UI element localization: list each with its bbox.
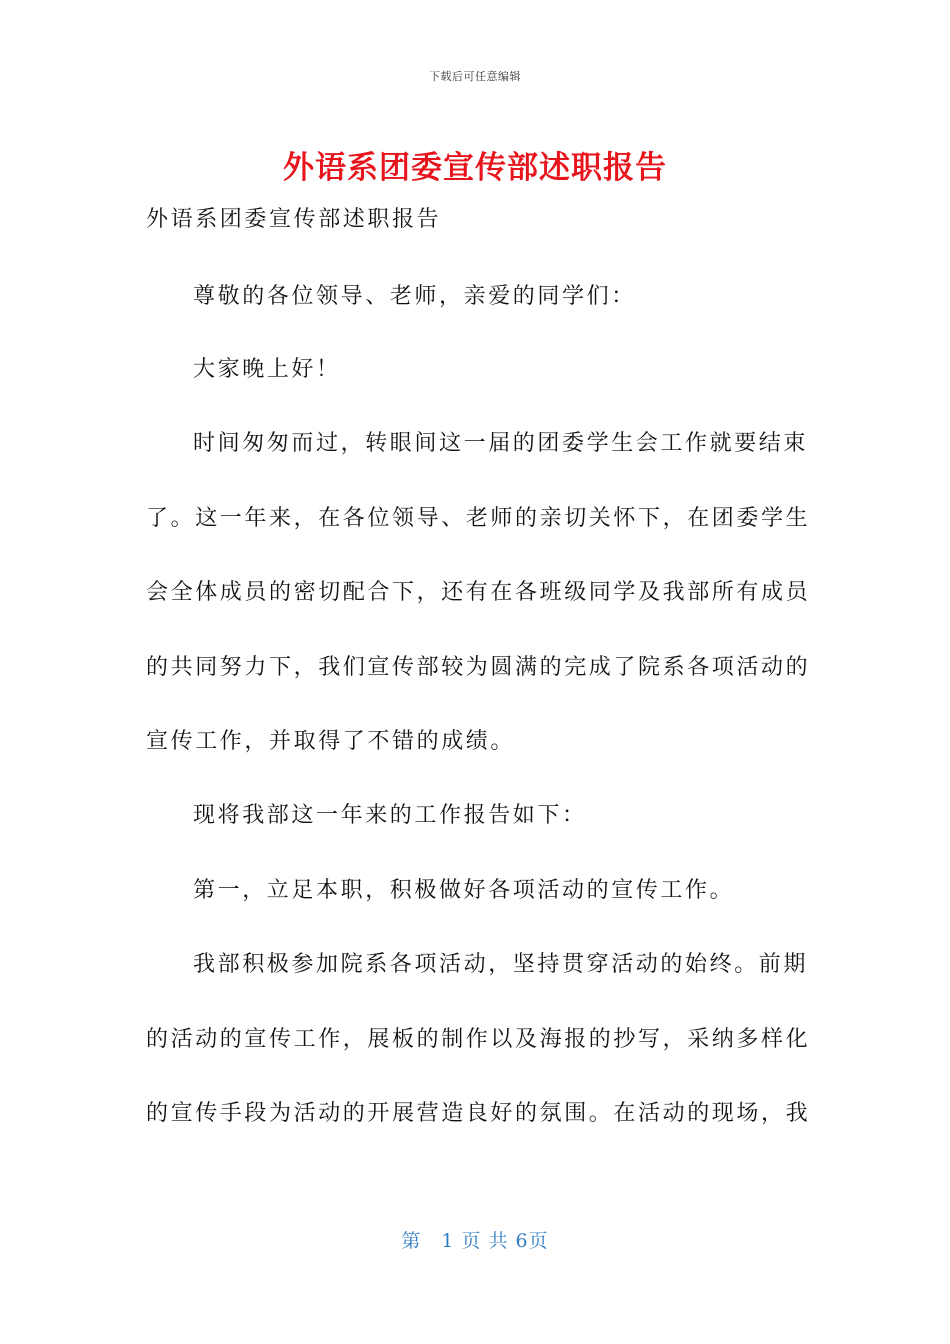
paragraph-line: 了。这一年来，在各位领导、老师的亲切关怀下，在团委学生 bbox=[146, 506, 811, 531]
subtitle-line: 外语系团委宣传部述职报告 bbox=[146, 207, 442, 232]
paragraph-line: 的宣传手段为活动的开展营造良好的氛围。在活动的现场，我 bbox=[146, 1101, 811, 1126]
paragraph-line: 的共同努力下，我们宣传部较为圆满的完成了院系各项活动的 bbox=[146, 655, 811, 680]
salutation-line: 尊敬的各位领导、老师，亲爱的同学们： bbox=[193, 284, 636, 309]
paragraph-line: 我部积极参加院系各项活动，坚持贯穿活动的始终。前期 bbox=[193, 952, 809, 977]
header-note: 下载后可任意编辑 bbox=[429, 70, 521, 83]
document-title: 外语系团委宣传部述职报告 bbox=[283, 150, 667, 186]
paragraph-line: 现将我部这一年来的工作报告如下： bbox=[193, 803, 587, 828]
section-heading-line: 第一，立足本职，积极做好各项活动的宣传工作。 bbox=[193, 878, 735, 903]
paragraph-line: 宣传工作，并取得了不错的成绩。 bbox=[146, 729, 516, 754]
page-number-footer: 第 1 页 共 6页 bbox=[401, 1230, 549, 1252]
paragraph-line: 时间匆匆而过，转眼间这一届的团委学生会工作就要结束 bbox=[193, 431, 809, 456]
paragraph-line: 会全体成员的密切配合下，还有在各班级同学及我部所有成员 bbox=[146, 580, 811, 605]
paragraph-line: 的活动的宣传工作，展板的制作以及海报的抄写，采纳多样化 bbox=[146, 1027, 811, 1052]
greeting-line: 大家晚上好！ bbox=[193, 357, 341, 382]
